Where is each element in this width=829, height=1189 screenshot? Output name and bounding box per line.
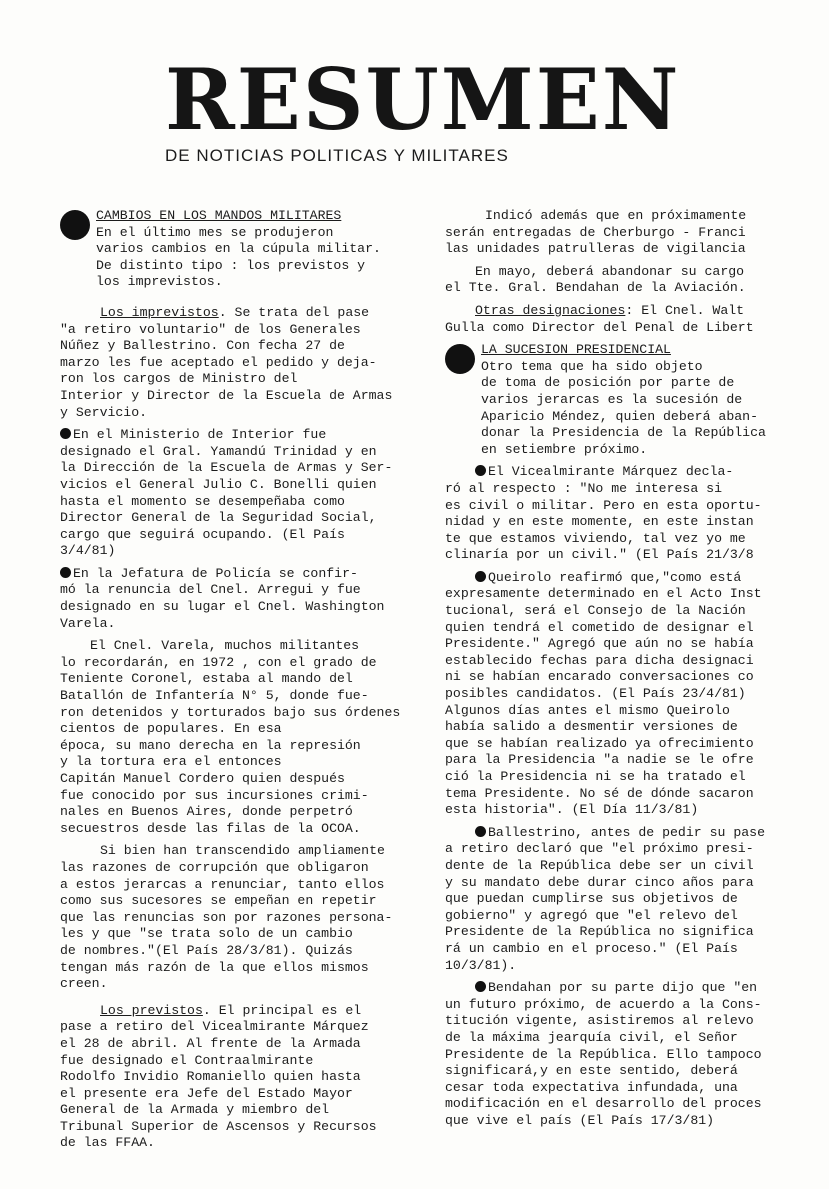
subheading-imprevistos: Los imprevistos [100,304,219,320]
paragraph-text: Queirolo reafirmó que,"como está expresamente determinado en el Acto Inst tucional, será el Consejo de la Nación quien tendrá el cometido de designar el Presidente." Agregó que aún no se había establecido fechas para dicha designaci ni se habían encarado conversaciones co posibles candidatos. (El País 23/4/81) Algunos días antes el mismo Queirolo había salido a desmentir versiones de que se habían realizado ya ofrecimiento para la Presidencia "a nadie se le ofre ció la Presidencia ni se ha tratado el tema Presidente. No sé de dónde sacaron esta historia". (El Día 11/3/81) [445,569,762,818]
paragraph-ballestrino [445,825,775,974]
paragraph-text: En mayo, deberá abandonar su cargo el Tte. Gral. Bendahan de la Aviación. [445,263,746,296]
section-heading-sucesion [445,342,775,464]
paragraph-text: . Se trata del pase "a retiro voluntario" de los Generales Núñez y Ballestrino. Con fecha 27 de marzo les fue aceptado el pedido y deja- ron los cargos de Ministro del Interior y Director de la Escuela de Armas y Servicio. [60,304,393,420]
paragraph-ministerio [60,427,405,560]
bullet-icon [60,428,71,439]
masthead-subtitle: DE NOTICIAS POLITICAS Y MILITARES [165,146,509,165]
paragraph-mayo [445,264,775,297]
subheading-otras: Otras designaciones [475,302,626,318]
paragraph-text: En la Jefatura de Policía se confir- mó la renuncia del Cnel. Arregui y fue designado en su lugar el Cnel. Washington Varela. [60,565,385,631]
bullet-icon [60,567,71,578]
paragraph: Otro tema que ha sido objeto de toma de posición por parte de varios jerarcas es la sucesión de Aparicio Méndez, quien deberá aban- donar la Presidencia de la República en setiembre próximo. [481,358,766,457]
paragraph-text: . El principal es el pase a retiro del Vicealmirante Márquez el 28 de abril. Al frente de la Armada fue designado el Contraalmirante Rodolfo Invidio Romaniello quien hasta el presente era Jefe del Estado Mayor General de la Armada y miembro del Tribunal Superior de Ascensos y Recursos de las FFAA. [60,1002,377,1151]
left-column [60,208,405,1158]
paragraph-text: El Vicealmirante Márquez decla- ró al respecto : "No me interesa si es civil o militar. Pero en esta oportu- nidad y en este momente, en este instan te que estamos viviendo, tal vez yo me clinaría por un civil." (El País 21/3/8 [445,464,762,563]
paragraph: En el último mes se produjeron varios cambios en la cúpula militar. De distinto tipo : los previstos y los imprevistos. [96,224,381,290]
paragraph-text: Bendahan por su parte dijo que "en un futuro próximo, de acuerdo a la Cons- titución vigente, asistiremos al relevo de la máxima jearquía civil, el Señor Presidente de la República. Ello tampoco significará,y en este sentido, deberá cesar toda expectativa infundada, una modificación en el desarrollo del proces que vive el país (El País 17/3/81) [445,980,762,1128]
paragraph-corrupcion [60,843,405,992]
paragraph-previstos [60,1003,405,1152]
paragraph-bendahan [445,980,775,1129]
bullet-icon [445,344,475,374]
paragraph-queirolo [445,570,775,819]
paragraph-otras [445,303,775,336]
right-column [445,208,775,1135]
paragraph-text: Indicó además que en próximamente serán entregadas de Cherburgo - Franci las unidades patrulleras de vigilancia [445,208,747,257]
section-title: CAMBIOS EN LOS MANDOS MILITARES [96,208,342,223]
paragraph-marquez [445,464,775,564]
paragraph-cherburgo [445,208,775,258]
paragraph-text: El Cnel. Varela, muchos militantes lo recordarán, en 1972 , con el grado de Teniente Coronel, estaba al mando del Batallón de Infantería N° 5, donde fue- ron detenidos y torturados bajo sus órdenes cientos de populares. En esa época, su mano derecha en la represión y la tortura era el entonces Capitán Manuel Cordero quien después fue conocido por sus incursiones crimi- nales en Buenos Aires, donde perpetró secuestros desde las filas de la OCOA. [60,638,401,836]
section-heading-cambios [60,208,405,297]
bullet-icon [475,571,486,582]
paragraph-varela [60,638,405,837]
paragraph-text: En el Ministerio de Interior fue designado el Gral. Yamandú Trinidad y en la Dirección de la Escuela de Armas y Ser- vicios el General Julio C. Bonelli quien hasta el momento se desempeñaba como Director General de la Seguridad Social, cargo que seguirá ocupando. (El País 3/4/81) [60,427,393,559]
bullet-icon [475,981,486,992]
paragraph-text: Ballestrino, antes de pedir su pase a retiro declaró que "el próximo presi- dente de la República debe ser un civil y su mandato debe durar cinco años para que puedan cumplirse sus objetivos de gobierno" y agregó que "el relevo del Presidente de la República no significa rá un cambio en el proceso." (El País 10/3/81). [445,824,765,973]
bullet-icon [475,465,486,476]
paragraph-text: Si bien han transcendido ampliamente las razones de corrupción que obligaron a estos jerarcas a renunciar, tanto ellos como sus sucesores se empeñan en repetir que las renuncias son por razones persona- les y que "se trata solo de un cambio de nombres."(El País 28/3/81). Quizás tengan más razón de la que ellos mismos creen. [60,843,393,992]
masthead-title: RESUMEN [165,50,681,149]
paragraph-text: : El Cnel. Walt Gulla como Director del Penal de Libert [445,302,754,335]
section-title: LA SUCESION PRESIDENCIAL [481,342,671,358]
subheading-previstos: Los previstos [100,1002,203,1018]
bullet-icon [60,210,90,240]
paragraph-policia [60,566,405,632]
paragraph-imprevistos [60,305,405,421]
masthead [165,50,681,149]
bullet-icon [475,826,486,837]
